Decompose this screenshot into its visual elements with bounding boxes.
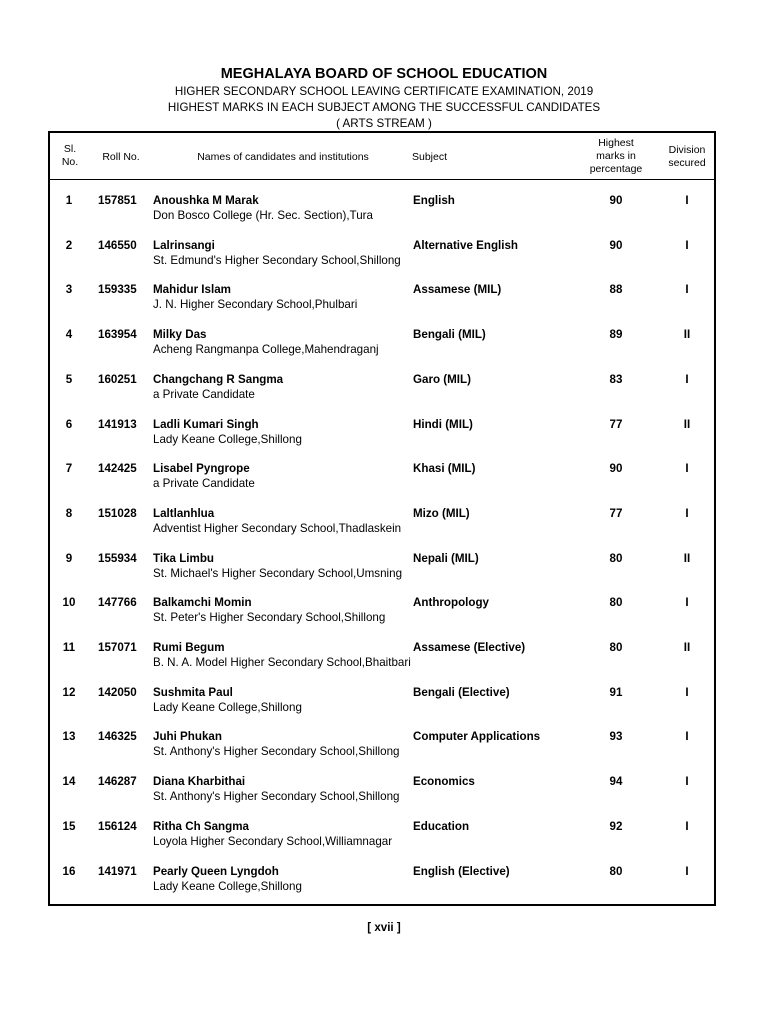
row-candidate-name: Laltlanhlua: [153, 506, 215, 520]
row-institution: J. N. Higher Secondary School,Phulbari: [153, 298, 358, 312]
row-division: II: [683, 328, 691, 342]
table-row: [50, 507, 714, 551]
row-candidate-name: Rumi Begum: [153, 641, 225, 654]
col-header-sl: Sl. No.: [61, 143, 79, 168]
table-row: [50, 418, 714, 462]
row-subject: English: [413, 194, 455, 207]
row-sl-number: 3: [65, 283, 73, 297]
row-subject: Hindi (MIL): [413, 417, 473, 431]
col-header-division: Division secured: [668, 144, 706, 169]
row-highest-marks: 93: [609, 730, 623, 744]
row-sl-number: 4: [65, 328, 73, 342]
row-roll-number: 141971: [98, 864, 137, 878]
row-sl-number: 7: [65, 462, 73, 476]
row-highest-marks: 80: [609, 864, 623, 878]
row-candidate-name: Juhi Phukan: [153, 730, 222, 744]
row-division: II: [683, 417, 691, 431]
row-roll-number: 142425: [98, 462, 137, 476]
row-institution: Lady Keane College,Shillong: [153, 879, 302, 893]
row-candidate-name: Anoushka M Marak: [153, 194, 259, 207]
row-sl-number: 13: [62, 730, 76, 744]
row-roll-number: 146325: [98, 730, 137, 744]
header-rule: [50, 179, 714, 180]
row-candidate-name: Ladli Kumari Singh: [153, 417, 259, 431]
row-sl-number: 1: [65, 194, 73, 207]
row-roll-number: 155934: [98, 551, 137, 565]
row-institution: B. N. A. Model Higher Secondary School,Bhaitbari: [153, 656, 411, 669]
row-highest-marks: 90: [609, 462, 623, 476]
row-sl-number: 10: [62, 596, 76, 610]
row-highest-marks: 83: [609, 372, 623, 386]
row-roll-number: 146550: [98, 238, 137, 252]
row-institution: Don Bosco College (Hr. Sec. Section),Tura: [153, 209, 373, 222]
row-highest-marks: 80: [609, 551, 623, 565]
row-division: I: [685, 283, 689, 297]
row-candidate-name: Ritha Ch Sangma: [153, 819, 249, 833]
row-subject: Economics: [413, 775, 475, 789]
table-row: [50, 775, 714, 819]
row-division: I: [685, 506, 689, 520]
row-roll-number: 142050: [98, 685, 137, 699]
table-row: [50, 328, 714, 372]
row-roll-number: 160251: [98, 372, 137, 386]
row-highest-marks: 88: [609, 283, 623, 297]
row-subject: Bengali (MIL): [413, 328, 486, 342]
table-row: [50, 865, 714, 909]
row-subject: Bengali (Elective): [413, 685, 510, 699]
row-highest-marks: 77: [609, 417, 623, 431]
row-sl-number: 6: [65, 417, 73, 431]
table-row: [50, 730, 714, 774]
row-institution: Lady Keane College,Shillong: [153, 700, 302, 714]
row-sl-number: 15: [62, 819, 76, 833]
row-candidate-name: Milky Das: [153, 328, 207, 342]
row-institution: Adventist Higher Secondary School,Thadlaskein: [153, 521, 402, 535]
row-roll-number: 159335: [98, 283, 137, 297]
row-subject: Assamese (MIL): [413, 283, 502, 297]
row-sl-number: 5: [65, 372, 73, 386]
table-row: [50, 283, 714, 327]
row-roll-number: 141913: [98, 417, 137, 431]
row-subject: Education: [413, 819, 470, 833]
document-header: [0, 64, 768, 132]
row-candidate-name: Changchang R Sangma: [153, 372, 284, 386]
row-institution: St. Anthony's Higher Secondary School,Shillong: [153, 790, 400, 804]
row-highest-marks: 80: [609, 641, 623, 654]
row-institution: St. Michael's Higher Secondary School,Umsning: [153, 566, 403, 580]
row-highest-marks: 90: [609, 238, 623, 252]
row-roll-number: 146287: [98, 775, 137, 789]
row-roll-number: 157851: [98, 194, 137, 207]
table-row: [50, 686, 714, 730]
row-candidate-name: Diana Kharbithai: [153, 775, 246, 789]
col-header-names: Names of candidates and institutions: [197, 151, 369, 163]
row-candidate-name: Pearly Queen Lyngdoh: [153, 864, 279, 878]
row-candidate-name: Balkamchi Momin: [153, 596, 252, 610]
col-header-marks: Highest marks in percentage: [589, 137, 643, 175]
row-sl-number: 2: [65, 238, 73, 252]
exam-title: HIGHER SECONDARY SCHOOL LEAVING CERTIFICATE EXAMINATION, 2019: [174, 85, 594, 98]
table-row: [50, 596, 714, 640]
row-sl-number: 12: [62, 685, 76, 699]
row-division: II: [683, 641, 691, 654]
row-subject: Khasi (MIL): [413, 462, 476, 476]
row-sl-number: 8: [65, 506, 73, 520]
table-row: [50, 239, 714, 283]
row-roll-number: 151028: [98, 506, 137, 520]
row-candidate-name: Mahidur Islam: [153, 283, 231, 297]
col-header-roll: Roll No.: [102, 151, 140, 163]
row-division: I: [685, 685, 689, 699]
table-row: [50, 552, 714, 596]
row-roll-number: 163954: [98, 328, 137, 342]
row-institution: St. Peter's Higher Secondary School,Shillong: [153, 611, 386, 625]
table-row: [50, 194, 714, 238]
row-subject: Alternative English: [413, 238, 519, 252]
row-highest-marks: 80: [609, 596, 623, 610]
row-division: I: [685, 864, 689, 878]
row-subject: English (Elective): [413, 864, 510, 878]
stream-label: ( ARTS STREAM ): [336, 117, 432, 130]
row-subject: Garo (MIL): [413, 372, 471, 386]
results-table: [48, 131, 716, 906]
row-subject: Mizo (MIL): [413, 506, 470, 520]
row-division: I: [685, 194, 689, 207]
row-subject: Assamese (Elective): [413, 641, 526, 654]
row-candidate-name: Tika Limbu: [153, 551, 214, 565]
row-institution: St. Anthony's Higher Secondary School,Shillong: [153, 745, 400, 759]
row-division: I: [685, 462, 689, 476]
row-division: I: [685, 775, 689, 789]
row-sl-number: 16: [62, 864, 76, 878]
row-candidate-name: Lalrinsangi: [153, 238, 215, 252]
row-roll-number: 156124: [98, 819, 137, 833]
row-subject: Anthropology: [413, 596, 489, 610]
table-row: [50, 462, 714, 506]
row-division: I: [685, 730, 689, 744]
row-highest-marks: 89: [609, 328, 623, 342]
row-institution: St. Edmund's Higher Secondary School,Shillong: [153, 253, 401, 267]
row-sl-number: 11: [62, 641, 76, 654]
table-row: [50, 820, 714, 864]
row-division: II: [683, 551, 691, 565]
row-institution: Lady Keane College,Shillong: [153, 432, 302, 446]
row-roll-number: 157071: [98, 641, 137, 654]
table-row: [50, 641, 714, 685]
row-highest-marks: 91: [609, 685, 623, 699]
row-institution: a Private Candidate: [153, 387, 255, 401]
row-division: I: [685, 819, 689, 833]
page-number: [ xvii ]: [367, 921, 401, 934]
row-highest-marks: 90: [609, 194, 623, 207]
row-division: I: [685, 238, 689, 252]
row-roll-number: 147766: [98, 596, 137, 610]
col-header-subject: Subject: [412, 151, 448, 163]
table-row: [50, 373, 714, 417]
row-highest-marks: 77: [609, 506, 623, 520]
row-division: I: [685, 372, 689, 386]
row-sl-number: 14: [62, 775, 76, 789]
row-division: I: [685, 596, 689, 610]
row-subject: Computer Applications: [413, 730, 541, 744]
board-title: MEGHALAYA BOARD OF SCHOOL EDUCATION: [220, 66, 548, 82]
row-institution: Loyola Higher Secondary School,Williamnagar: [153, 834, 393, 848]
row-institution: Acheng Rangmanpa College,Mahendraganj: [153, 343, 379, 357]
row-highest-marks: 94: [609, 775, 623, 789]
row-candidate-name: Sushmita Paul: [153, 685, 233, 699]
row-candidate-name: Lisabel Pyngrope: [153, 462, 250, 476]
row-subject: Nepali (MIL): [413, 551, 479, 565]
row-highest-marks: 92: [609, 819, 623, 833]
row-institution: a Private Candidate: [153, 477, 255, 491]
list-description: HIGHEST MARKS IN EACH SUBJECT AMONG THE SUCCESSFUL CANDIDATES: [167, 101, 601, 114]
row-sl-number: 9: [65, 551, 73, 565]
